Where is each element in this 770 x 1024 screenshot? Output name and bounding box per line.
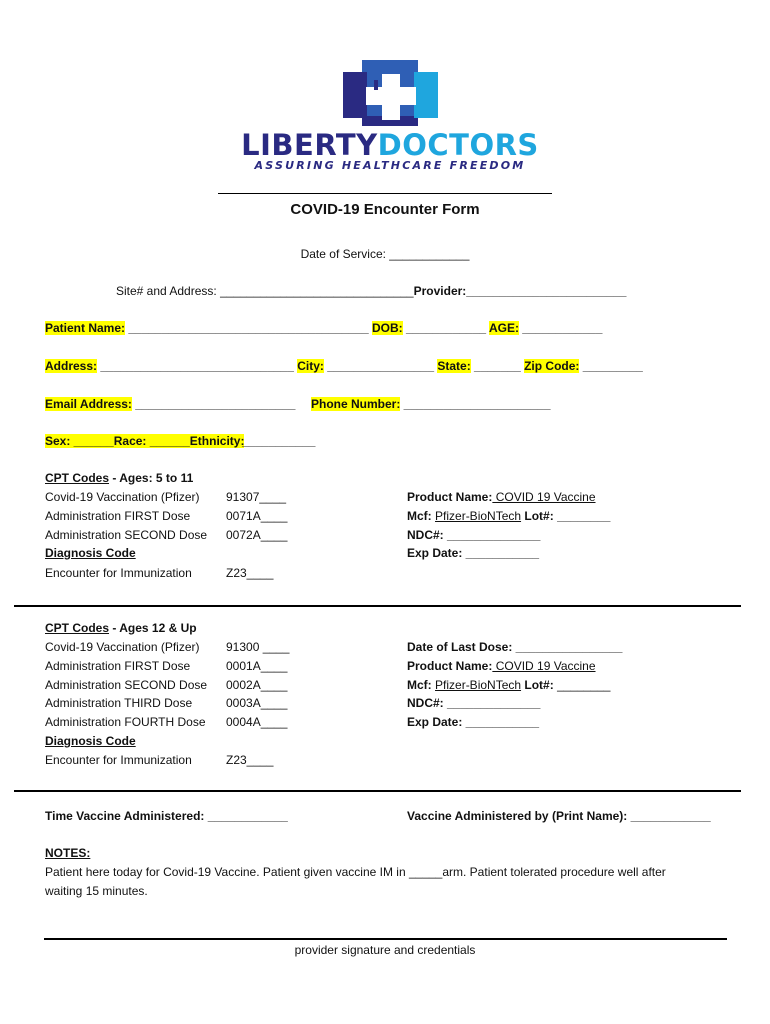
section2-product-value: COVID 19 Vaccine — [492, 659, 596, 673]
state-label: State: — [437, 359, 471, 373]
logo-word-doctors: DOCTORS — [377, 128, 539, 162]
notes-heading: NOTES: — [45, 846, 91, 860]
section1-row-code[interactable]: 91307____ — [226, 490, 287, 504]
ethnicity-input[interactable]: ___________ — [242, 434, 316, 448]
section2-row-code[interactable]: 0001A____ — [226, 659, 288, 673]
section1-row-label: Administration FIRST Dose — [45, 509, 191, 523]
title-divider — [218, 193, 552, 194]
site-address-field[interactable]: Site# and Address: _____________________________ — [116, 284, 414, 298]
phone-row — [311, 397, 551, 411]
section2-row-label: Covid-19 Vaccination (Pfizer) — [45, 640, 200, 654]
section2-mcf — [407, 678, 610, 692]
phone-input[interactable]: ______________________ — [400, 397, 551, 411]
patient-name-label: Patient Name: — [45, 321, 126, 335]
address-input[interactable]: _____________________________ — [97, 359, 298, 373]
sex-field[interactable]: Sex: ______ — [45, 434, 114, 448]
section1-heading — [45, 471, 193, 485]
signature-line[interactable] — [44, 938, 727, 940]
notes-text-line-1: Patient here today for Covid-19 Vaccine. Patient given vaccine IM in _____arm. Patient tolerated procedure well after — [45, 865, 666, 879]
notes-text-line-2: waiting 15 minutes. — [45, 884, 148, 898]
email-input[interactable]: ________________________ — [131, 397, 296, 411]
zip-input[interactable]: _________ — [579, 359, 643, 373]
section2-row-label: Administration FIRST Dose — [45, 659, 191, 673]
section1-row-code[interactable]: 0071A____ — [226, 509, 288, 523]
section2-cpt-label: CPT Codes — [45, 621, 110, 635]
section2-product-label: Product Name: — [407, 659, 493, 673]
section-divider — [14, 605, 741, 607]
liberty-doctors-logo — [225, 58, 555, 173]
logo-wordmark — [225, 128, 555, 162]
address-label: Address: — [45, 359, 98, 373]
patient-row-2 — [45, 359, 643, 373]
section2-product — [407, 659, 596, 673]
section1-mcf — [407, 509, 610, 523]
section2-exp-field[interactable]: Exp Date: ___________ — [407, 715, 540, 729]
site-provider-row — [116, 284, 626, 298]
ethnicity-label: Ethnicity: — [189, 434, 245, 448]
section1-diagnosis-code[interactable]: Z23____ — [226, 566, 274, 580]
age-input[interactable]: ____________ — [518, 321, 603, 335]
city-label: City: — [297, 359, 324, 373]
section1-cpt-label: CPT Codes — [45, 471, 110, 485]
section1-product-value: COVID 19 Vaccine — [492, 490, 596, 504]
patient-name-input[interactable]: ____________________________________ — [125, 321, 372, 335]
section1-age-range: - Ages: 5 to 11 — [109, 471, 194, 485]
section2-last-dose-field[interactable]: Date of Last Dose: ________________ — [407, 640, 623, 654]
section1-row-label: Covid-19 Vaccination (Pfizer) — [45, 490, 200, 504]
section-divider — [14, 790, 741, 792]
patient-row-3 — [45, 397, 295, 411]
dob-input[interactable]: ____________ — [402, 321, 489, 335]
medical-cross-icon — [225, 58, 555, 133]
section2-lot-label: Lot#: — [524, 678, 554, 692]
section1-product — [407, 490, 596, 504]
patient-row-1 — [45, 321, 602, 335]
zip-label: Zip Code: — [524, 359, 580, 373]
state-input[interactable]: _______ — [470, 359, 525, 373]
signature-caption: provider signature and credentials — [294, 943, 476, 957]
race-field[interactable]: Race: ______ — [113, 434, 190, 448]
section1-lot-label: Lot#: — [524, 509, 554, 523]
logo-tagline: ASSURING HEALTHCARE FREEDOM — [254, 159, 526, 172]
section2-row-label: Administration SECOND Dose — [45, 678, 208, 692]
section2-row-code[interactable]: 91300 ____ — [226, 640, 290, 654]
section1-row-label: Administration SECOND Dose — [45, 528, 208, 542]
section2-ndc-field[interactable]: NDC#: ______________ — [407, 696, 541, 710]
phone-label: Phone Number: — [311, 397, 401, 411]
logo-word-liberty: LIBERTY — [241, 128, 378, 162]
age-label: AGE: — [488, 321, 519, 335]
administered-by-field[interactable]: Vaccine Administered by (Print Name): ____________ — [407, 809, 711, 823]
provider-field[interactable]: Provider:________________________ — [413, 284, 627, 298]
section2-row-code[interactable]: 0002A____ — [226, 678, 288, 692]
section2-mcf-value: Pfizer-BioNTech — [435, 678, 522, 692]
section1-exp-field[interactable]: Exp Date: ___________ — [407, 546, 540, 560]
section2-age-range: - Ages 12 & Up — [109, 621, 197, 635]
section1-product-label: Product Name: — [407, 490, 493, 504]
dob-label: DOB: — [371, 321, 403, 335]
patient-row-4 — [45, 434, 244, 448]
city-input[interactable]: ________________ — [323, 359, 438, 373]
section2-diagnosis-code[interactable]: Z23____ — [226, 753, 274, 767]
section2-heading — [45, 621, 197, 635]
section1-ndc-field[interactable]: NDC#: ______________ — [407, 528, 541, 542]
section2-lot-input[interactable]: ________ — [557, 678, 611, 692]
section2-mcf-label: Mcf: — [407, 678, 432, 692]
section1-mcf-label: Mcf: — [407, 509, 432, 523]
section2-diagnosis-heading: Diagnosis Code — [45, 734, 136, 748]
time-administered-field[interactable]: Time Vaccine Administered: ____________ — [45, 809, 288, 823]
section1-row-code[interactable]: 0072A____ — [226, 528, 288, 542]
section2-row-label: Administration THIRD Dose — [45, 696, 193, 710]
section1-lot-input[interactable]: ________ — [557, 509, 611, 523]
section2-diagnosis-label: Encounter for Immunization — [45, 753, 192, 767]
form-title: COVID-19 Encounter Form — [290, 201, 480, 218]
date-of-service-field[interactable]: Date of Service: ____________ — [300, 247, 470, 261]
section1-mcf-value: Pfizer-BioNTech — [435, 509, 522, 523]
section1-diagnosis-label: Encounter for Immunization — [45, 566, 192, 580]
section2-row-code[interactable]: 0003A____ — [226, 696, 288, 710]
section2-row-label: Administration FOURTH Dose — [45, 715, 206, 729]
email-label: Email Address: — [45, 397, 132, 411]
section2-row-code[interactable]: 0004A____ — [226, 715, 288, 729]
section1-diagnosis-heading: Diagnosis Code — [45, 546, 136, 560]
